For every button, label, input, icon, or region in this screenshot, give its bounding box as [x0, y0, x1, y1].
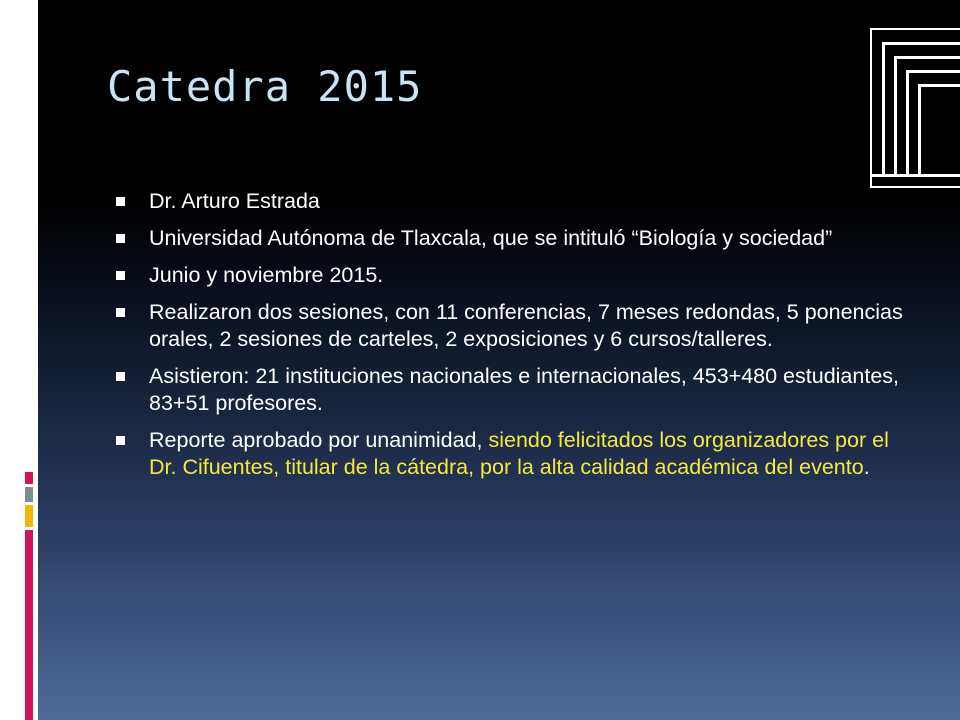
bullet-text: Dr. Arturo Estrada — [149, 189, 320, 213]
bullet-item — [110, 225, 920, 252]
bullet-item — [110, 262, 920, 289]
bullet-text-highlight: siendo felicitados los organizadores por el Dr. Cifuentes, titular de la cátedra, por la alta calidad académica del evento — [149, 428, 889, 479]
bullet-text: Realizaron dos sesiones, con 11 conferencias, 7 meses redondas, 5 ponencias orales, 2 sesiones de carteles, 2 exposiciones y 6 cursos/talleres. — [149, 300, 903, 351]
bullet-item — [110, 188, 920, 215]
square-bullet-icon — [116, 234, 125, 243]
bullet-text: Junio y noviembre 2015. — [149, 263, 384, 287]
accent-bar-gray — [25, 487, 33, 502]
bullet-text-plain: Reporte aprobado por unanimidad, — [149, 428, 489, 452]
accent-bar-red-top — [25, 472, 33, 484]
square-bullet-icon — [116, 308, 125, 317]
bullet-item — [110, 427, 920, 481]
square-bullet-icon — [116, 271, 125, 280]
bullet-text: Universidad Autónoma de Tlaxcala, que se intituló “Biología y sociedad” — [149, 226, 833, 250]
left-margin-strip — [0, 0, 38, 720]
bullet-item — [110, 299, 920, 353]
accent-bar-yellow — [25, 505, 33, 527]
accent-bar-red-bottom — [25, 530, 33, 720]
bullet-text: Asistieron: 21 instituciones nacionales e internacionales, 453+480 estudiantes, 83+51 profesores. — [149, 364, 900, 415]
square-bullet-icon — [116, 197, 125, 206]
bullet-item — [110, 363, 920, 417]
corner-decoration-graphic — [870, 28, 960, 188]
slide-title: Catedra 2015 — [107, 62, 423, 111]
bullet-list — [110, 188, 920, 491]
square-bullet-icon — [116, 436, 125, 445]
bullet-text-end: . — [863, 455, 870, 479]
square-bullet-icon — [116, 372, 125, 381]
